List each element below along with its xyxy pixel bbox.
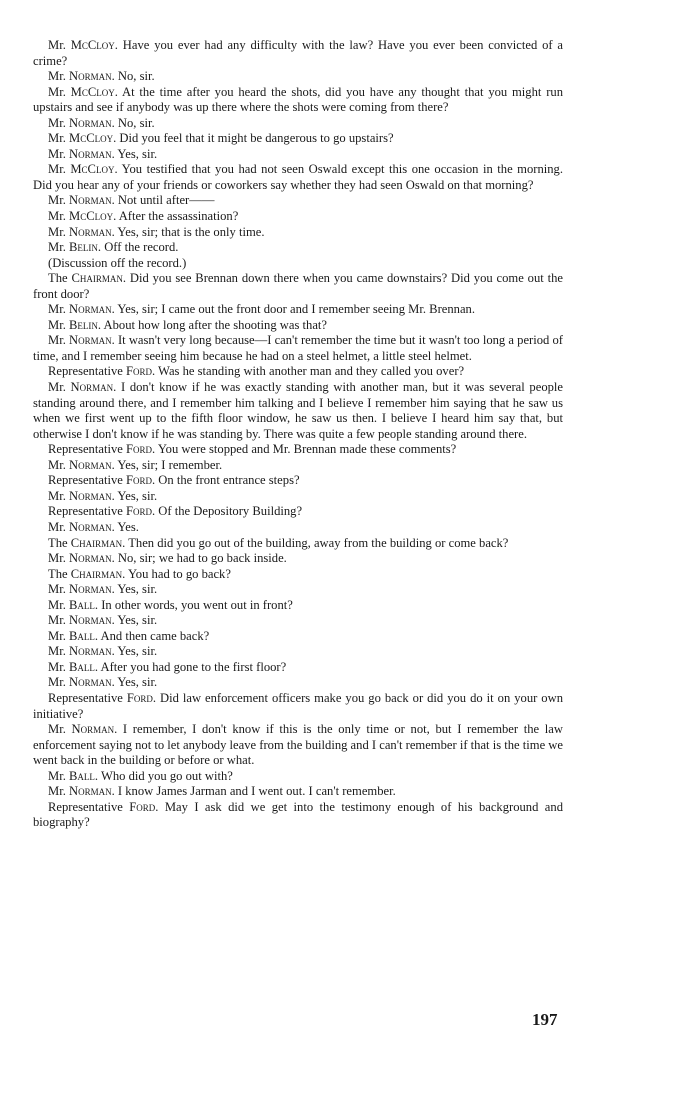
statement: You testified that you had not seen Oswald except this one occasion in the morning. Did you hear any of your friends or coworkers say whether they had seen Oswald on that morning? <box>33 162 563 192</box>
statement: May I ask did we get into the testimony enough of his background and biography? <box>33 799 563 830</box>
speaker-name: Ford. <box>125 473 156 488</box>
speaker-title: Representative <box>48 690 127 705</box>
speaker-name: McCloy. <box>69 209 117 224</box>
speaker-title: Mr. <box>48 380 71 395</box>
statement: In other words, you went out in front? <box>98 597 293 612</box>
statement: No, sir. <box>114 69 155 84</box>
testimony-paragraph <box>33 551 563 567</box>
speaker-name: Ford. <box>125 504 156 519</box>
statement: Was he standing with another man and they called you over? <box>155 364 465 379</box>
statement: Yes, sir. <box>114 644 158 659</box>
speaker-title: Mr. <box>48 488 69 503</box>
speaker-title: The <box>48 535 71 550</box>
testimony-paragraph <box>33 442 563 458</box>
statement: It wasn't very long because—I can't remember the time but it wasn't too long a period of time, and I remember seeing him because he had on a steel helmet, a little steel helmet. <box>33 333 564 363</box>
testimony-text <box>33 38 563 831</box>
testimony-paragraph <box>33 271 563 302</box>
speaker-title: Mr. <box>48 613 69 628</box>
statement: And then came back? <box>98 628 210 643</box>
speaker-title: Mr. <box>48 224 69 239</box>
speaker-name: Ford. <box>129 799 159 814</box>
speaker-name: Norman. <box>69 115 115 130</box>
testimony-paragraph <box>33 209 563 225</box>
page-number: 197 <box>532 1010 558 1029</box>
statement: Did you see Brennan down there when you came downstairs? Did you come out the front door? <box>33 271 563 301</box>
speaker-title: Mr. <box>48 519 69 534</box>
speaker-title: Mr. <box>48 69 69 84</box>
speaker-name: Norman. <box>69 784 115 799</box>
speaker-name: Norman. <box>69 69 115 84</box>
speaker-title: Representative <box>48 473 126 488</box>
speaker-title: Mr. <box>48 784 69 799</box>
speaker-name: Ball. <box>69 628 99 643</box>
speaker-title: Mr. <box>48 582 69 597</box>
speaker-name: McCloy. <box>70 38 118 52</box>
speaker-name: McCloy. <box>70 84 118 99</box>
speaker-title: Mr. <box>48 240 69 255</box>
speaker-name: Ford. <box>125 442 156 457</box>
testimony-paragraph <box>33 193 563 209</box>
statement: You had to go back? <box>125 566 231 581</box>
testimony-paragraph <box>33 675 563 691</box>
statement: I don't know if he was exactly standing with another man, but it was several people standing around there, and I remember him talking and I believe I remember him saying that he saw us when we first went up to the fifth floor window, he saw us then. I believe I heard him say that, but otherwise I don't know if he was standing by. There was quite a few people standing around there. <box>33 380 563 441</box>
statement: You were stopped and Mr. Brennan made these comments? <box>155 442 457 457</box>
speaker-name: Norman. <box>69 644 115 659</box>
speaker-name: McCloy. <box>69 131 117 146</box>
testimony-paragraph <box>33 520 563 536</box>
speaker-title: Mr. <box>48 162 71 177</box>
testimony-paragraph <box>33 116 563 132</box>
speaker-title: The <box>48 566 71 581</box>
speaker-name: Ball. <box>69 768 99 783</box>
statement: At the time after you heard the shots, did you have any thought that you might run upstairs and see if anybody was up there where the shots were coming from there? <box>33 84 563 115</box>
testimony-paragraph <box>33 644 563 660</box>
testimony-paragraph <box>33 131 563 147</box>
speaker-name: McCloy. <box>70 162 118 177</box>
testimony-paragraph <box>33 256 563 272</box>
statement: Yes. <box>114 519 139 534</box>
speaker-title: Mr. <box>48 84 71 99</box>
speaker-title: Mr. <box>48 644 69 659</box>
speaker-name: Norman. <box>69 193 115 208</box>
speaker-title: Representative <box>48 799 130 814</box>
speaker-title: Mr. <box>48 659 69 674</box>
speaker-name: Norman. <box>71 722 118 737</box>
speaker-name: Chairman. <box>71 271 127 286</box>
testimony-paragraph <box>33 225 563 241</box>
statement: Yes, sir; I came out the front door and I remember seeing Mr. Brennan. <box>114 302 475 317</box>
statement: Yes, sir. <box>114 146 158 161</box>
testimony-paragraph <box>33 691 563 722</box>
speaker-name: Norman. <box>69 302 115 317</box>
testimony-paragraph <box>33 240 563 256</box>
statement: Have you ever had any difficulty with the law? Have you ever been convicted of a crime? <box>33 38 563 68</box>
testimony-paragraph <box>33 536 563 552</box>
testimony-paragraph <box>33 162 563 193</box>
statement: After you had gone to the first floor? <box>98 659 287 674</box>
speaker-title: Mr. <box>48 628 69 643</box>
statement: I know James Jarman and I went out. I can't remember. <box>114 784 396 799</box>
testimony-paragraph <box>33 364 563 380</box>
speaker-title: Representative <box>48 504 126 519</box>
statement: On the front entrance steps? <box>155 473 300 488</box>
speaker-title: Mr. <box>48 38 71 52</box>
testimony-paragraph <box>33 784 563 800</box>
statement: Of the Depository Building? <box>155 504 303 519</box>
speaker-name: Norman. <box>69 146 115 161</box>
speaker-name: Ford. <box>125 364 156 379</box>
testimony-paragraph <box>33 613 563 629</box>
testimony-paragraph <box>33 380 563 442</box>
speaker-name: Norman. <box>69 582 115 597</box>
speaker-title: Mr. <box>48 193 69 208</box>
testimony-paragraph <box>33 598 563 614</box>
speaker-name: Chairman. <box>70 566 126 581</box>
statement: Then did you go out of the building, away from the building or come back? <box>125 535 509 550</box>
speaker-name: Belin. <box>69 317 102 332</box>
speaker-title: Mr. <box>48 768 69 783</box>
statement: After the assassination? <box>116 209 239 224</box>
speaker-name: Ball. <box>69 597 99 612</box>
speaker-name: Norman. <box>69 333 115 348</box>
testimony-paragraph <box>33 318 563 334</box>
speaker-title: Mr. <box>48 146 69 161</box>
testimony-paragraph <box>33 38 563 69</box>
speaker-name: Norman. <box>69 224 115 239</box>
statement: Not until after—— <box>114 193 215 208</box>
testimony-paragraph <box>33 582 563 598</box>
statement: Off the record. <box>101 240 179 255</box>
speaker-title: Mr. <box>48 131 69 146</box>
speaker-name: Belin. <box>69 240 102 255</box>
speaker-title: Mr. <box>48 551 69 566</box>
testimony-paragraph <box>33 458 563 474</box>
testimony-paragraph <box>33 567 563 583</box>
speaker-title: Mr. <box>48 302 69 317</box>
testimony-paragraph <box>33 489 563 505</box>
speaker-name: Ball. <box>69 659 99 674</box>
statement: Yes, sir. <box>114 488 158 503</box>
speaker-title: Mr. <box>48 317 69 332</box>
statement: Did law enforcement officers make you go back or did you do it on your own initiative? <box>33 690 563 721</box>
statement: No, sir; we had to go back inside. <box>114 551 287 566</box>
testimony-paragraph <box>33 473 563 489</box>
speaker-name: Norman. <box>69 675 115 690</box>
testimony-paragraph <box>33 302 563 318</box>
testimony-paragraph <box>33 69 563 85</box>
speaker-name: Ford. <box>126 690 156 705</box>
testimony-paragraph <box>33 147 563 163</box>
speaker-title: Mr. <box>48 115 69 130</box>
speaker-title: Mr. <box>48 333 70 348</box>
speaker-title: Mr. <box>48 675 69 690</box>
speaker-title: Representative <box>48 364 126 379</box>
statement: Yes, sir; that is the only time. <box>114 224 265 239</box>
speaker-title: Mr. <box>48 722 72 737</box>
testimony-paragraph <box>33 769 563 785</box>
testimony-paragraph <box>33 629 563 645</box>
testimony-paragraph <box>33 722 563 769</box>
speaker-name: Norman. <box>70 380 117 395</box>
statement: No, sir. <box>114 115 155 130</box>
statement: (Discussion off the record.) <box>48 255 187 270</box>
speaker-name: Chairman. <box>70 535 126 550</box>
speaker-name: Norman. <box>69 457 115 472</box>
testimony-paragraph <box>33 504 563 520</box>
statement: I remember, I don't know if this is the only time or not, but I remember the law enforcement saying not to let anybody leave from the building and I can't remember if that is the time we went back in the building or before or what. <box>33 722 563 768</box>
speaker-title: Mr. <box>48 597 69 612</box>
statement: Yes, sir; I remember. <box>114 457 223 472</box>
statement: Yes, sir. <box>114 613 158 628</box>
speaker-name: Norman. <box>69 488 115 503</box>
testimony-paragraph <box>33 333 563 364</box>
speaker-title: Mr. <box>48 457 69 472</box>
statement: Yes, sir. <box>114 582 158 597</box>
speaker-title: Mr. <box>48 209 69 224</box>
statement: Did you feel that it might be dangerous to go upstairs? <box>116 131 394 146</box>
speaker-name: Norman. <box>69 551 115 566</box>
statement: Who did you go out with? <box>98 768 233 783</box>
speaker-title: The <box>48 271 72 286</box>
statement: About how long after the shooting was that? <box>101 317 327 332</box>
speaker-name: Norman. <box>69 613 115 628</box>
statement: Yes, sir. <box>114 675 158 690</box>
testimony-paragraph <box>33 660 563 676</box>
speaker-title: Representative <box>48 442 126 457</box>
testimony-paragraph <box>33 800 563 831</box>
testimony-paragraph <box>33 85 563 116</box>
speaker-name: Norman. <box>69 519 115 534</box>
